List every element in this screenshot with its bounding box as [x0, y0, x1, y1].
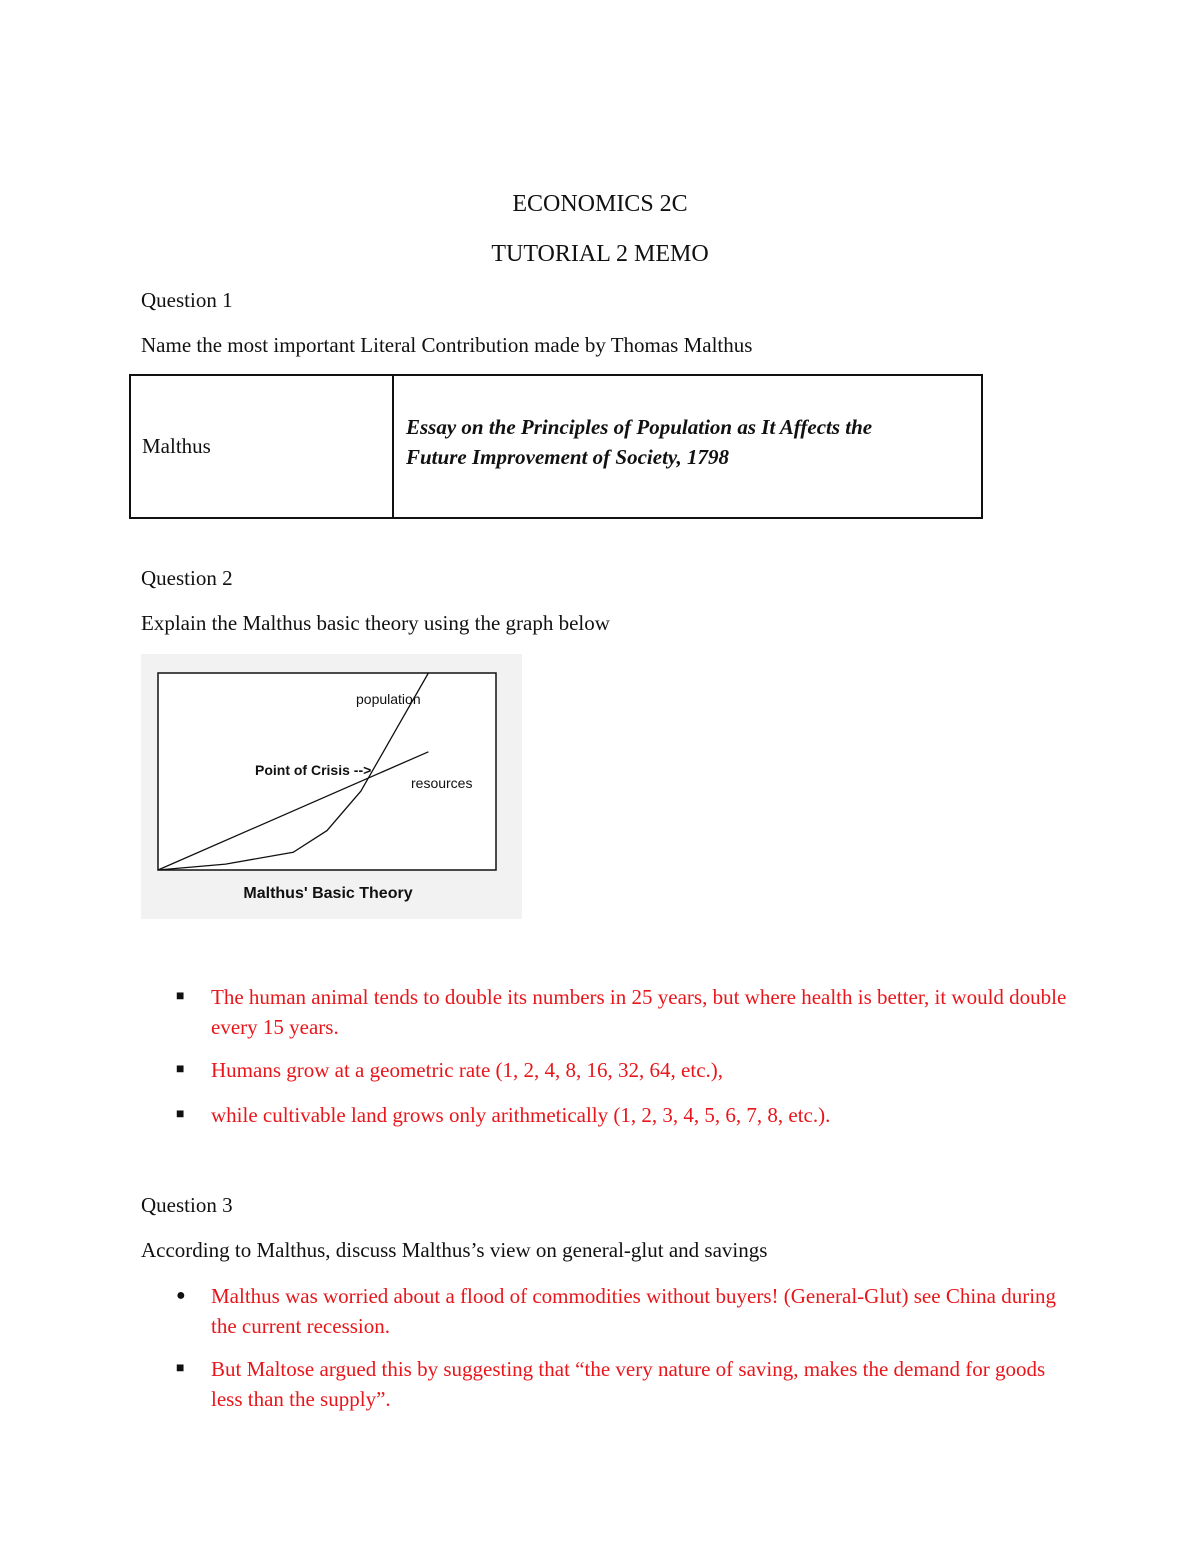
work-title-line-1: Essay on the Principles of Population as It Affects the	[406, 415, 873, 439]
question-2-heading: Question 2	[141, 566, 233, 590]
point-of-crisis-annotation: Point of Crisis -->	[255, 762, 372, 778]
question-1-heading: Question 1	[141, 288, 233, 312]
question-3-heading: Question 3	[141, 1193, 233, 1217]
malthus-chart-figure	[141, 654, 522, 919]
bullet-square-icon: ■	[176, 1107, 185, 1122]
chart-title: Malthus' Basic Theory	[243, 885, 413, 902]
answer-3-bullet-2: But Maltose argued this by suggesting that “the very nature of saving, makes the demand for goods less than the supply”.	[211, 1357, 1046, 1411]
answer-table-work-cell	[393, 375, 982, 518]
question-3-prompt: According to Malthus, discuss Malthus’s view on general-glut and savings	[141, 1238, 768, 1262]
resources-label: resources	[411, 775, 473, 791]
answer-2-bullet-2: Humans grow at a geometric rate (1, 2, 4, 8, 16, 32, 64, etc.),	[211, 1058, 724, 1082]
work-title-line-2: Future Improvement of Society, 1798	[406, 445, 729, 469]
question-1-prompt: Name the most important Literal Contribution made by Thomas Malthus	[141, 333, 753, 357]
population-label: population	[356, 691, 421, 707]
answer-table	[129, 374, 983, 519]
document-subtitle: TUTORIAL 2 MEMO	[491, 241, 709, 267]
question-2-prompt: Explain the Malthus basic theory using the graph below	[141, 611, 610, 635]
answer-table-name-cell: Malthus	[130, 375, 393, 518]
bullet-square-icon: ■	[176, 1361, 185, 1376]
answer-2-bullet-1: The human animal tends to double its numbers in 25 years, but where health is better, it would double every 15 years.	[211, 985, 1067, 1039]
bullet-square-icon: ■	[176, 1062, 185, 1077]
answer-2-bullet-3: while cultivable land grows only arithmetically (1, 2, 3, 4, 5, 6, 7, 8, etc.).	[211, 1103, 831, 1127]
bullet-square-icon: ■	[176, 989, 185, 1004]
answer-3-bullet-1: Malthus was worried about a flood of commodities without buyers! (General-Glut) see China during the current recession.	[211, 1284, 1057, 1338]
malthus-chart	[141, 654, 522, 919]
bullet-round-icon: ●	[176, 1287, 186, 1304]
document-title: ECONOMICS 2C	[512, 191, 688, 217]
